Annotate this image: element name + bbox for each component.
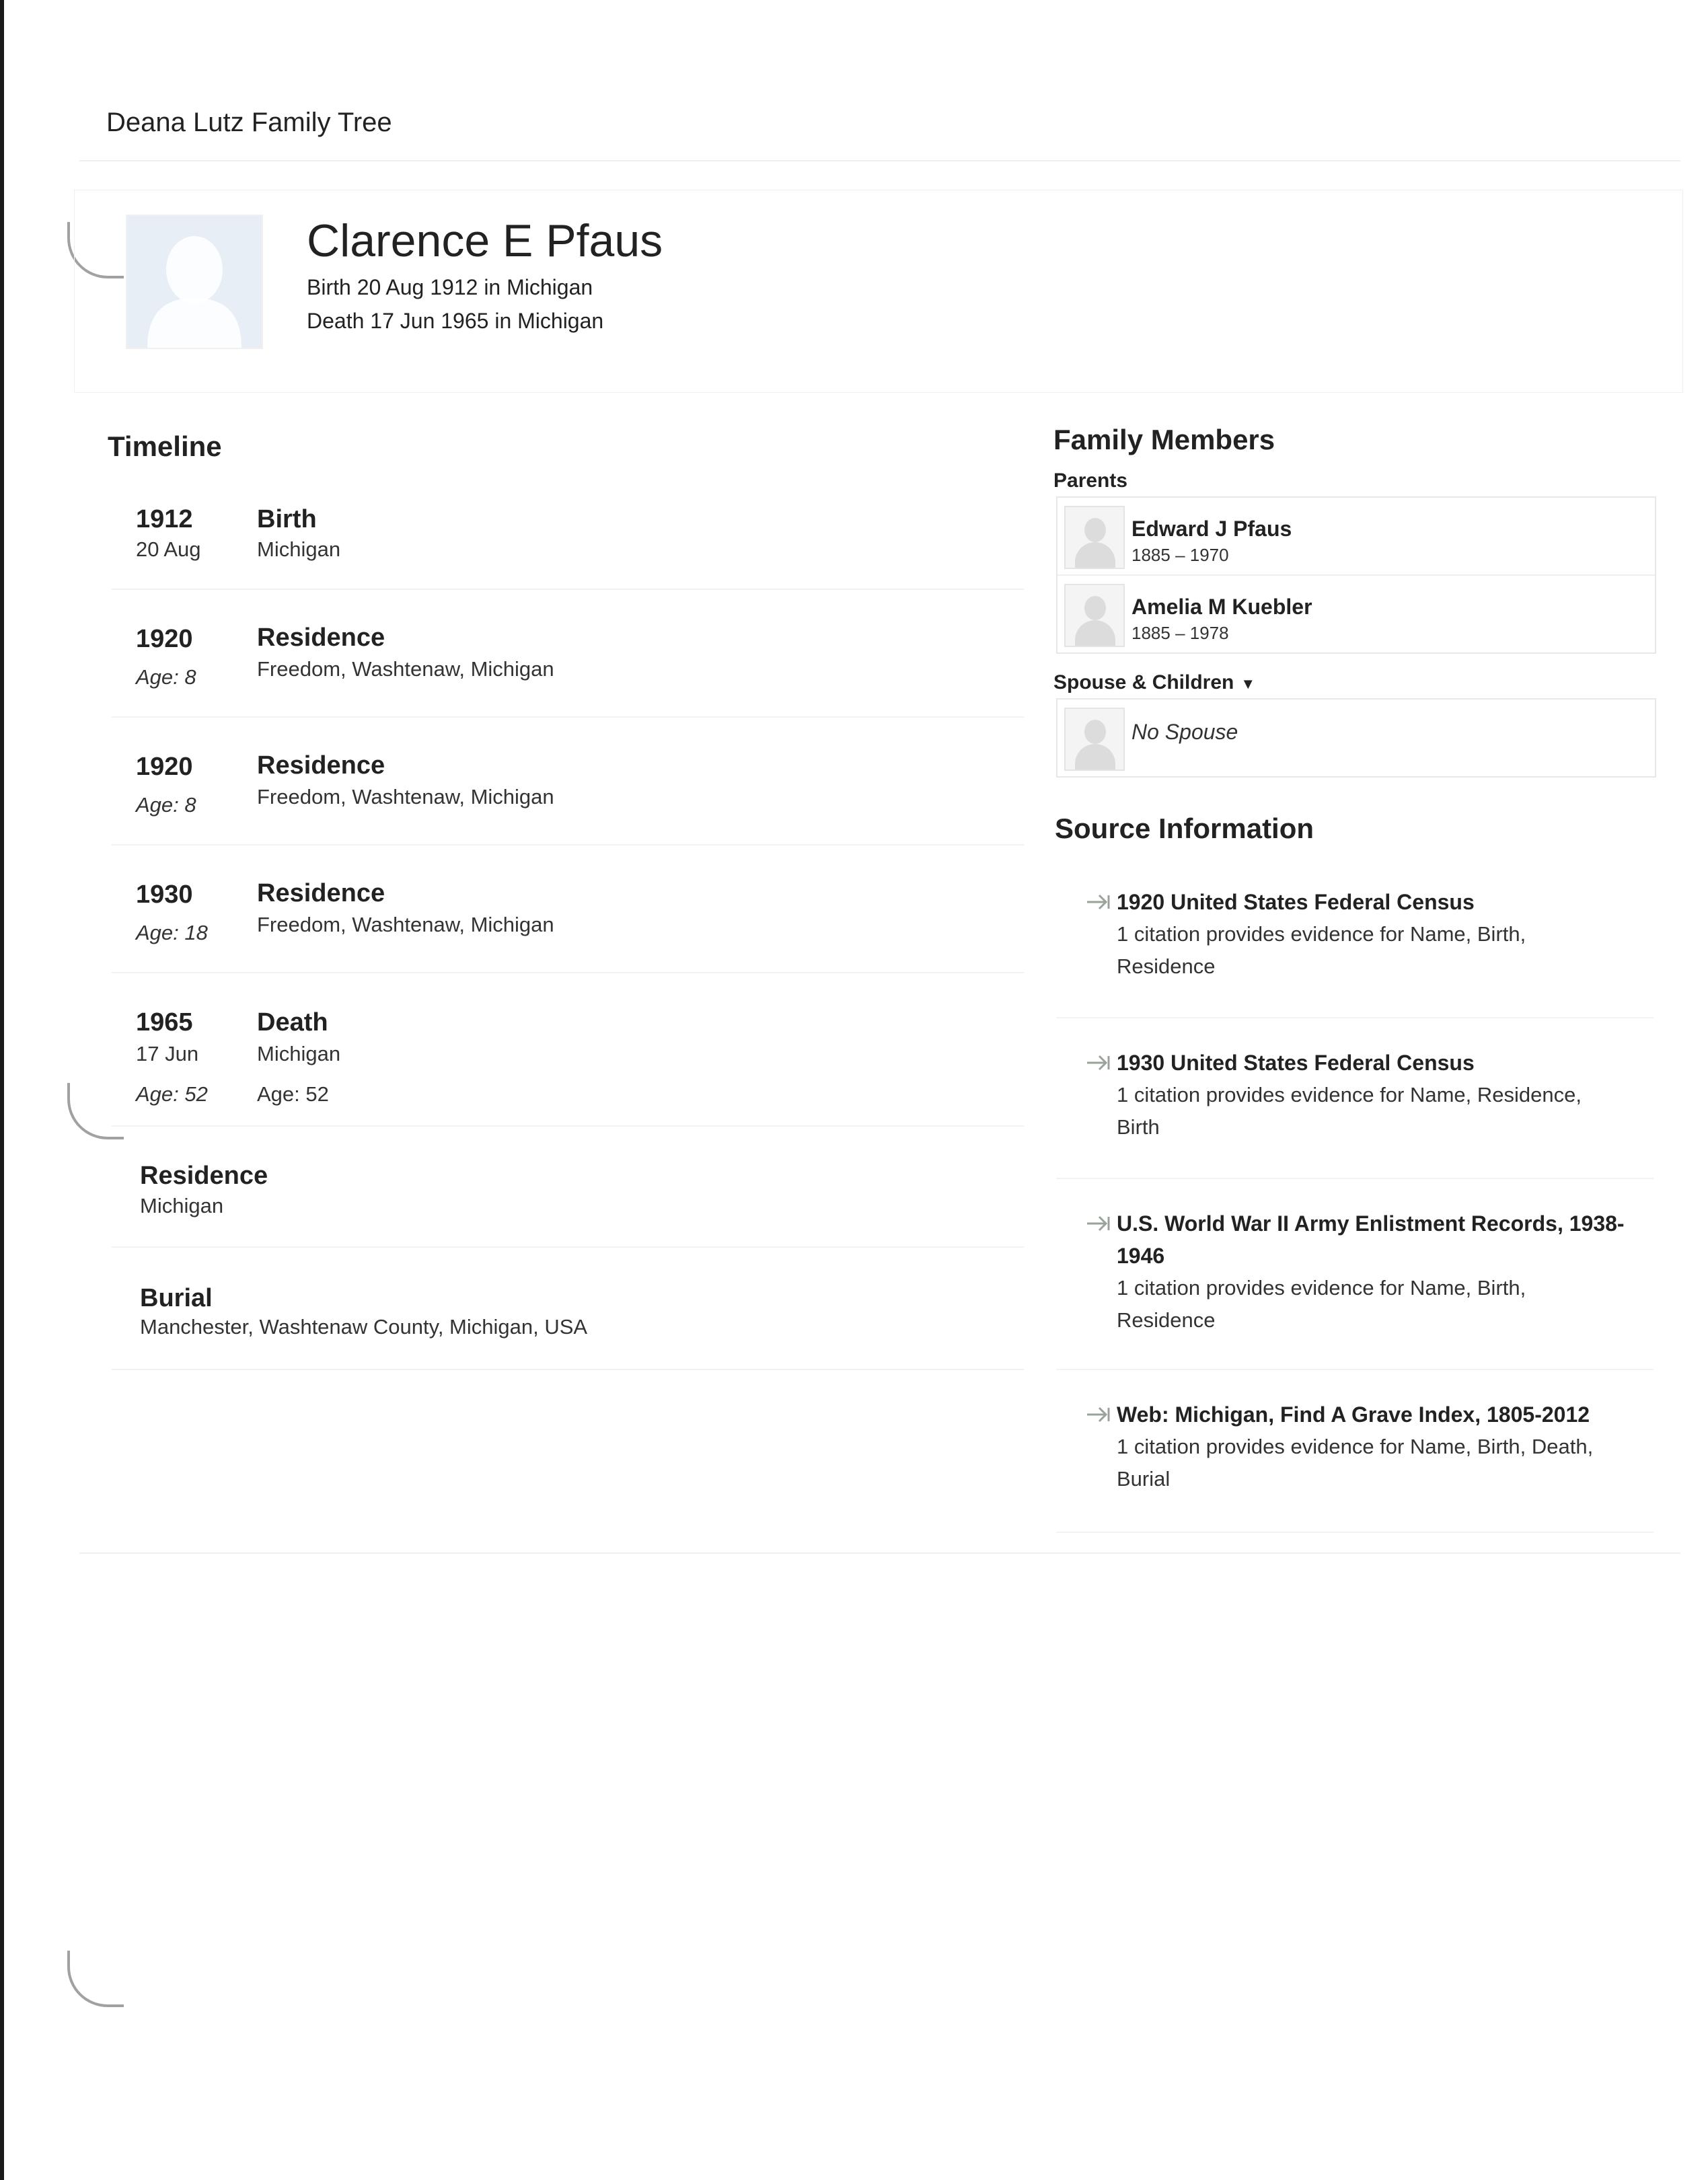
event-place: Freedom, Washtenaw, Michigan [257,913,554,936]
spouse-list [1056,698,1656,778]
source-description: 1 citation provides evidence for Name, Residence, Birth [1117,1083,1582,1139]
person-card [74,190,1683,393]
source-title[interactable]: 1930 United States Federal Census [1117,1051,1475,1075]
parent-dates: 1885 – 1970 [1131,545,1229,565]
timeline-event [112,1127,1024,1248]
timeline-list [112,469,1024,1370]
event-title: Residence [257,624,385,652]
scan-edge [0,0,4,2180]
caret-down-icon: ▼ [1240,675,1256,692]
family-members-heading: Family Members [1053,424,1275,455]
person-silhouette-icon [1064,708,1125,771]
source-item[interactable] [1056,1370,1654,1533]
source-description: 1 citation provides evidence for Name, Birth, Residence [1117,922,1526,978]
parents-list [1056,496,1656,654]
spouse-children-label: Spouse & Children [1053,671,1234,693]
source-title[interactable]: U.S. World War II Army Enlistment Records, 1938-1946 [1117,1211,1625,1268]
tree-name[interactable]: Deana Lutz Family Tree [106,108,392,137]
page-divider [79,1552,1680,1554]
parents-label: Parents [1053,469,1128,492]
event-place: Michigan [257,537,341,561]
event-place: Freedom, Washtenaw, Michigan [257,785,554,809]
event-place: Freedom, Washtenaw, Michigan [257,657,554,681]
event-age-detail: Age: 52 [257,1082,329,1106]
event-age: Age: 8 [136,665,196,689]
person-birth: Birth 20 Aug 1912 in Michigan [307,275,593,299]
source-item[interactable] [1056,858,1654,1018]
person-name: Clarence E Pfaus [307,215,663,266]
event-title: Burial [140,1284,213,1312]
no-spouse-text: No Spouse [1131,720,1238,744]
parent-row[interactable] [1057,574,1655,652]
person-silhouette-icon [127,216,262,348]
punch-hole-mark [67,1951,124,2007]
leaf-icon [1086,893,1113,911]
event-title: Birth [257,505,317,533]
event-year: 1912 [136,505,193,533]
parent-name[interactable]: Edward J Pfaus [1131,517,1292,541]
event-title: Death [257,1008,328,1037]
event-title: Residence [140,1162,268,1190]
source-list [1056,858,1654,1533]
timeline-event [112,845,1024,973]
event-place: Michigan [140,1194,224,1217]
timeline-event [112,590,1024,718]
source-information-heading: Source Information [1055,813,1314,844]
timeline-heading: Timeline [108,430,222,462]
parent-dates: 1885 – 1978 [1131,623,1229,643]
source-description: 1 citation provides evidence for Name, Birth, Death, Burial [1117,1435,1594,1491]
timeline-event [112,469,1024,590]
source-item[interactable] [1056,1179,1654,1370]
timeline-event [112,718,1024,845]
person-silhouette-icon [1064,584,1125,647]
event-title: Residence [257,879,385,907]
leaf-icon [1086,1405,1113,1424]
source-item[interactable] [1056,1018,1654,1179]
event-title: Residence [257,751,385,780]
event-age: Age: 18 [136,921,208,944]
person-death: Death 17 Jun 1965 in Michigan [307,309,604,333]
leaf-icon [1086,1214,1113,1233]
source-title[interactable]: 1920 United States Federal Census [1117,890,1475,914]
spouse-row[interactable] [1057,700,1655,776]
event-date: 20 Aug [136,537,201,561]
event-age: Age: 8 [136,793,196,817]
source-description: 1 citation provides evidence for Name, Birth, Residence [1117,1276,1526,1332]
person-silhouette-icon [1064,506,1125,569]
parent-row[interactable] [1057,498,1655,574]
event-year: 1920 [136,625,193,653]
event-year: 1920 [136,753,193,781]
event-date: 17 Jun [136,1042,199,1065]
event-age: Age: 52 [136,1082,208,1106]
source-title[interactable]: Web: Michigan, Find A Grave Index, 1805-2012 [1117,1402,1590,1427]
event-year: 1930 [136,880,193,909]
event-place: Manchester, Washtenaw County, Michigan, USA [140,1315,588,1339]
parent-name[interactable]: Amelia M Kuebler [1131,595,1312,619]
event-place: Michigan [257,1042,341,1065]
timeline-event [112,1248,1024,1370]
event-year: 1965 [136,1008,193,1037]
timeline-event [112,973,1024,1127]
profile-photo-placeholder[interactable] [126,215,263,349]
spouse-children-toggle[interactable] [1053,671,1255,694]
page-header [79,81,1680,161]
leaf-icon [1086,1053,1113,1072]
